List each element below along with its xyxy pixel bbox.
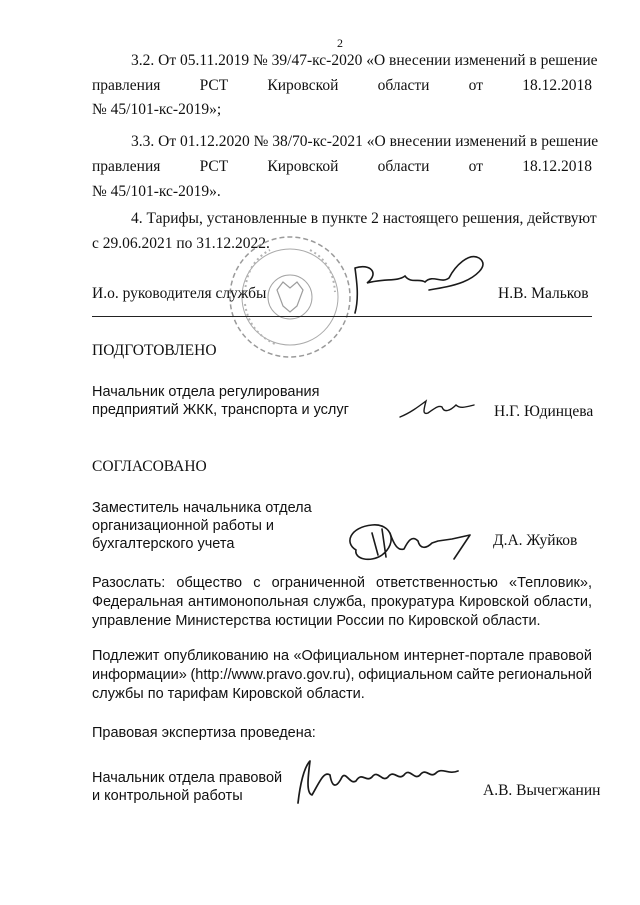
word: прокуратура (370, 594, 455, 610)
head-title: И.о. руководителя службы (92, 285, 267, 302)
word: 18.12.2018 (522, 77, 592, 94)
word: (http://www.pravo.gov.ru), (190, 667, 355, 683)
prepared-position-line-1: Начальник отдела регулирования (92, 384, 320, 400)
word: правления (92, 77, 161, 94)
word: РСТ (199, 158, 229, 175)
item-4-line-1: 4. Тарифы, установленные в пункте 2 настоящего решения, действуют (131, 210, 597, 227)
item-3-2-line-3: № 45/101-кс-2019»; (92, 101, 222, 118)
word: интернет-портале (403, 648, 525, 664)
item-3-2-line-2 (92, 77, 592, 95)
word: от (468, 77, 483, 94)
word: от (468, 158, 483, 175)
word: Федеральная (92, 594, 184, 610)
agreed-heading: СОГЛАСОВАНО (92, 458, 207, 475)
publication-line-1 (92, 648, 592, 664)
prepared-position-line-2: предприятий ЖКК, транспорта и услуг (92, 402, 349, 418)
word: ограниченной (271, 575, 365, 591)
distribution-line-2 (92, 594, 592, 610)
word: Кировской (267, 77, 339, 94)
item-3-3-line-1: 3.3. От 01.12.2020 № 38/70-кс-2021 «О внесении изменений в решение (131, 133, 599, 150)
item-3-2-line-1: 3.2. От 05.11.2019 № 39/47-кс-2020 «О внесении изменений в решение (131, 52, 598, 69)
word: Подлежит (92, 648, 160, 664)
word: «Официальном (293, 648, 400, 664)
prepared-signature (398, 395, 478, 425)
legal-name: А.В. Вычегжанин (483, 782, 601, 799)
prepared-name: Н.Г. Юдинцева (494, 403, 594, 420)
word: Кировской (458, 594, 530, 610)
agreed-position-line-3: бухгалтерского учета (92, 536, 235, 552)
word: на (272, 648, 290, 664)
word: правовой (528, 648, 592, 664)
legal-signature (290, 755, 470, 810)
word: РСТ (199, 77, 229, 94)
distribution-line-3: управление Министерства юстиции России по Кировской области. (92, 613, 541, 629)
distribution-line-1 (92, 575, 592, 591)
page-number: 2 (337, 36, 343, 50)
agreed-position-line-2: организационной работы и (92, 518, 275, 534)
word: «Тепловик», (509, 575, 592, 591)
prepared-heading: ПОДГОТОВЛЕНО (92, 342, 217, 359)
word: Кировской (267, 158, 339, 175)
word: информации» (92, 667, 187, 683)
word: ответственностью (376, 575, 498, 591)
item-3-3-line-2 (92, 158, 592, 176)
word: области, (533, 594, 592, 610)
item-3-3-line-3: № 45/101-кс-2019». (92, 183, 221, 200)
word: с (253, 575, 261, 591)
publication-line-3: службы по тарифам Кировской области. (92, 686, 365, 702)
legal-position-line-1: Начальник отдела правовой (92, 770, 283, 786)
word: 18.12.2018 (522, 158, 592, 175)
word: области (377, 77, 430, 94)
agreed-name: Д.А. Жуйков (493, 532, 578, 549)
head-signature (345, 248, 495, 318)
publication-line-2 (92, 667, 592, 683)
legal-position-line-2: и контрольной работы (92, 788, 243, 804)
word: общество (176, 575, 243, 591)
word: Разослать: (92, 575, 166, 591)
head-name: Н.В. Мальков (498, 285, 589, 302)
word: опубликованию (163, 648, 269, 664)
word: антимонопольная (188, 594, 309, 610)
agreed-signature (342, 515, 482, 570)
word: области (377, 158, 430, 175)
word: официальном (358, 667, 453, 683)
word: региональной (498, 667, 592, 683)
word: сайте (456, 667, 495, 683)
divider-line (92, 316, 592, 317)
legal-review-text: Правовая экспертиза проведена: (92, 725, 316, 741)
agreed-position-line-1: Заместитель начальника отдела (92, 500, 312, 516)
word: служба, (313, 594, 367, 610)
word: правления (92, 158, 161, 175)
item-4-line-2: с 29.06.2021 по 31.12.2022. (92, 235, 270, 252)
